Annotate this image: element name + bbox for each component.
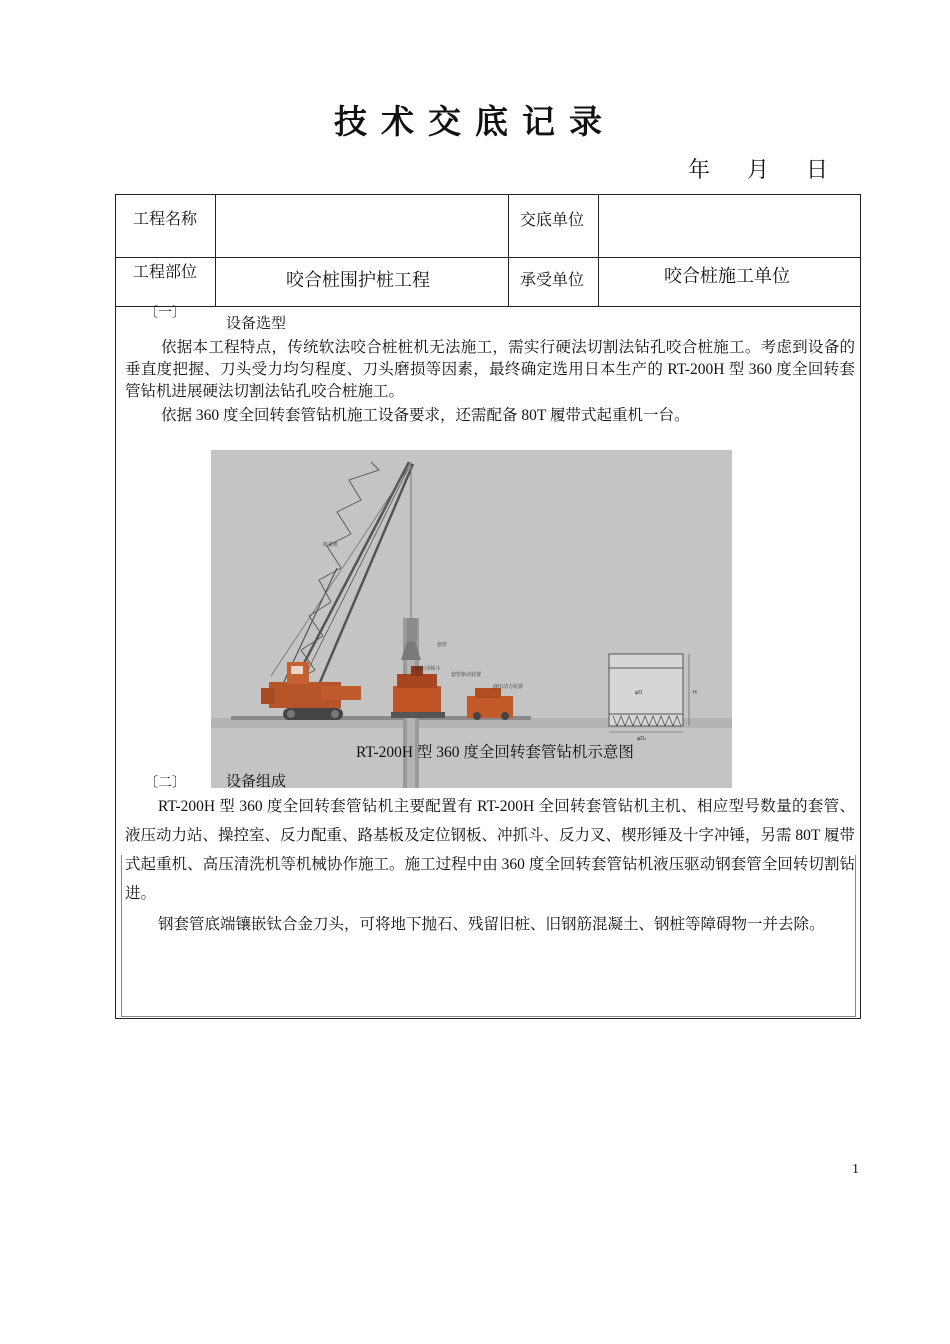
- section1-number: 〔一〕: [144, 306, 186, 321]
- diagram-label: φD₂: [637, 736, 647, 742]
- table-divider: [115, 257, 861, 258]
- casing-section-detail: [609, 654, 689, 732]
- diagram-label: H: [693, 690, 697, 696]
- issuing-unit-label: 交底单位: [520, 210, 585, 229]
- figure-caption: RT-200H 型 360 度全回转套管钻机示意图: [356, 744, 634, 761]
- content-box: [121, 855, 856, 1017]
- date-field: 年 月 日: [688, 158, 830, 183]
- diagram-label: 桩重机: [323, 542, 339, 548]
- section2-number: 〔二〕: [144, 776, 186, 791]
- section1-paragraph: 依据 360 度全回转套管钻机施工设备要求，还需配备 80T 履带式起重机一台。: [161, 407, 690, 424]
- diagram-label: 液压冲抓斗: [415, 666, 441, 672]
- document-title: 技术交底记录: [334, 102, 616, 141]
- receiving-unit-value: 咬合桩施工单位: [664, 266, 790, 287]
- table-divider: [598, 194, 599, 306]
- table-divider: [508, 194, 509, 306]
- diagram-label: φD: [635, 690, 643, 696]
- project-part-value: 咬合桩围护桩工程: [286, 270, 430, 291]
- project-part-label: 工程部位: [133, 262, 198, 281]
- diagram-label: 套管驱动装置: [451, 672, 482, 678]
- project-name-label: 工程名称: [133, 209, 198, 228]
- receiving-unit-label: 承受单位: [520, 270, 585, 289]
- section2-heading: 设备组成: [226, 774, 287, 790]
- drilling-rig-diagram: [211, 450, 732, 788]
- page-number: 1: [852, 1162, 859, 1177]
- section1-heading: 设备选型: [226, 316, 287, 332]
- section2-paragraph: RT-200H 型 360 度全回转套管钻机主要配置有 RT-200H 全回转套管钻机主机、相应型号数量的套管、液压动力站、操控室、反力配重、路基板及定位钢板、冲抓斗、反力叉、楔形锤及十字冲锤，另需 80T 履带式起重机、高压清洗机等机械协作施工。施工过程中由 360 度全回转套管钻机液压驱动钢套管全回转切割钻进。: [125, 798, 855, 902]
- diagram-label: 液压动力装置: [493, 684, 524, 690]
- section1-paragraph: 依据本工程特点，传统软法咬合桩桩机无法施工，需实行硬法切割法钻孔咬合桩施工。考虑到设备的垂直度把握、刀头受力均匀程度、刀头磨损等因素，最终确定选用日本生产的 RT-200H 型 360 度全回转套管钻机进展硬法切割法钻孔咬合桩施工。: [125, 339, 855, 400]
- rig-illustration: [211, 450, 732, 788]
- table-divider: [215, 194, 216, 306]
- diagram-label: 套管: [437, 642, 448, 648]
- table-divider: [115, 306, 861, 307]
- section2-paragraph: 钢套管底端镶嵌钛合金刀头，可将地下抛石、残留旧桩、旧钢筋混凝土、钢桩等障碍物一并去除。: [158, 916, 825, 933]
